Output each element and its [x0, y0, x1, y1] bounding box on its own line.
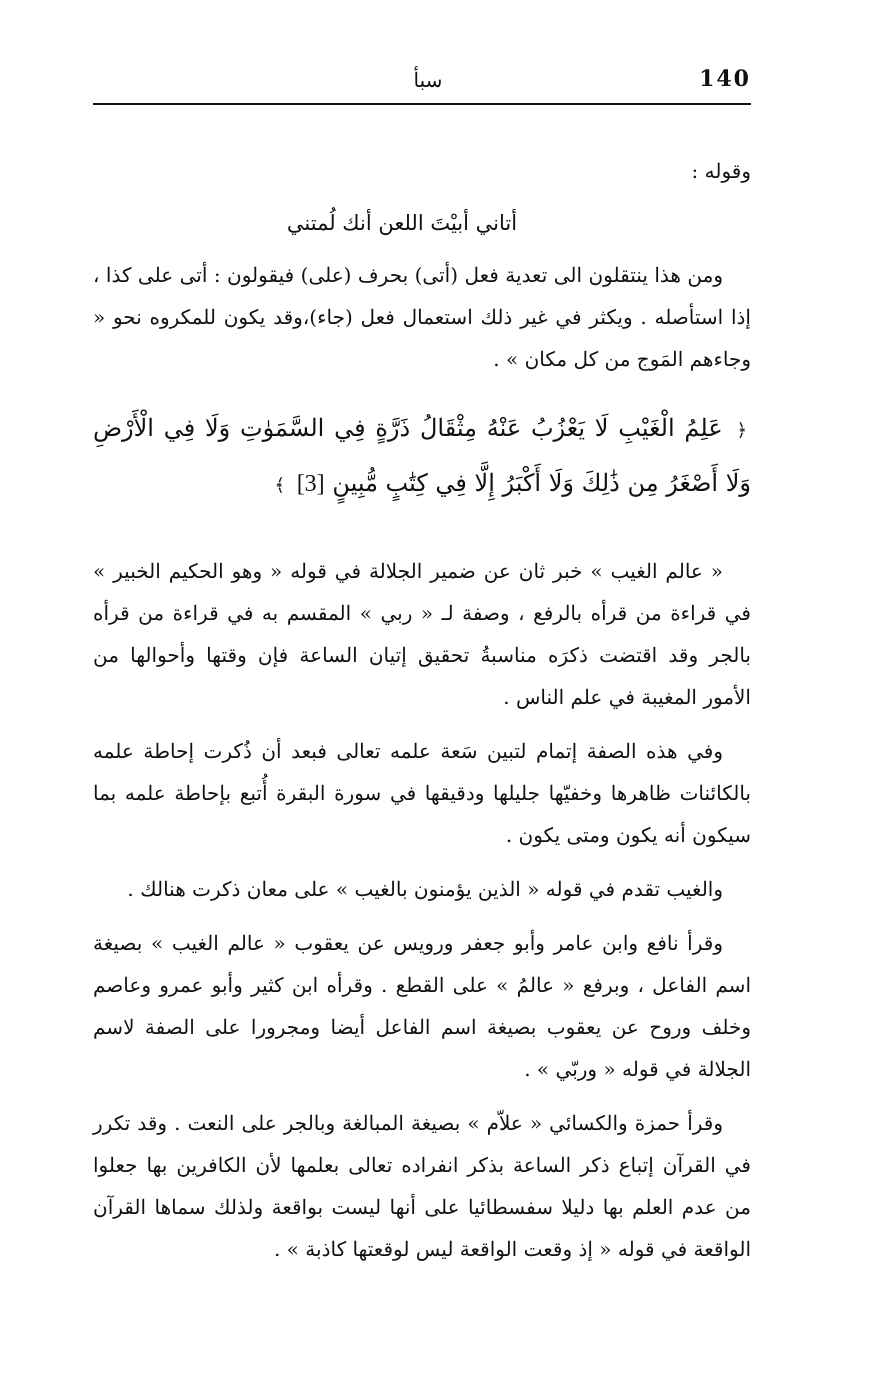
quran-verse: [93, 402, 751, 512]
page-number: 140: [699, 66, 751, 92]
verse-number: [3]: [296, 471, 325, 497]
poem-line: أتاني أبيْتَ اللعن أنك لُمتني: [286, 211, 518, 235]
running-title: سبأ: [413, 68, 443, 92]
verse-close-ornament: ﴾: [274, 475, 286, 496]
verse-open-ornament: ﴿: [736, 420, 747, 441]
paragraph-4: والغيب تقدم في قوله « الذين يؤمنون بالغيب » على معان ذكرت هنالك .: [127, 877, 723, 901]
intro-text: وقوله :: [691, 159, 751, 183]
paragraph-5: وقرأ نافع وابن عامر وأبو جعفر ورويس عن يعقوب « عالم الغيب » بصيغة اسم الفاعل ، وبرفع « عالمُ » على القطع . وقرأه ابن كثير وأبو عمرو وعاصم وخلف وروح عن يعقوب بصيغة اسم الفاعل أيضا ومجرورا على الصفة لاسم الجلالة في قوله « وربّي » .: [93, 931, 751, 1081]
quran-verse-text: عَلِمُ الْغَيْبِ لَا يَعْزُبُ عَنْهُ مِثْقَالُ ذَرَّةٍ فِي السَّمَوٰتِ وَلَا فِي الْأَرْضِ وَلَا أَصْغَرُ مِن ذَٰلِكَ وَلَا أَكْبَرُ إِلَّا فِي كِتَٰبٍ مُّبِينٍ: [93, 414, 751, 497]
paragraph-3: وفي هذه الصفة إتمام لتبين سَعة علمه تعالى فبعد أن ذُكرت إحاطة علمه بالكائنات ظاهرها وخفيّها جليلها ودقيقها في سورة البقرة أُتبع بإحاطة علمه بما سيكون أنه يكون ومتى يكون .: [93, 739, 751, 847]
paragraph-2: « عالم الغيب » خبر ثان عن ضمير الجلالة في قوله « وهو الحكيم الخبير » في قراءة من قرأه بالرفع ، وصفة لـ « ربي » المقسم به في قراءة من قرأه بالجر وقد اقتضت ذكرَه مناسبةُ تحقيق إتيان الساعة فإن وقتها وأحوالها من الأمور المغيبة في علم الناس .: [93, 559, 751, 709]
paragraph-1: ومن هذا ينتقلون الى تعدية فعل (أتى) بحرف (على) فيقولون : أتى على كذا ، إذا استأصله . ويكثر في غير ذلك استعمال فعل (جاء)،وقد يكون للمكروه نحو « وجاءهم المَوج من كل مكان » .: [93, 263, 751, 371]
paragraph-6: وقرأ حمزة والكسائي « علاّم » بصيغة المبالغة وبالجر على النعت . وقد تكرر في القرآن إتباع ذكر الساعة بذكر انفراده تعالى بعلمها لأن الكافرين بها جعلوا من عدم العلم بها دليلا سفسطائيا على أنها ليست بواقعة ولذلك سماها القرآن الواقعة في قوله « إذ وقعت الواقعة ليس لوقعتها كاذبة » .: [93, 1111, 751, 1261]
page-body: [93, 150, 751, 1282]
header-rule: [93, 103, 751, 105]
page-header: [93, 62, 751, 102]
